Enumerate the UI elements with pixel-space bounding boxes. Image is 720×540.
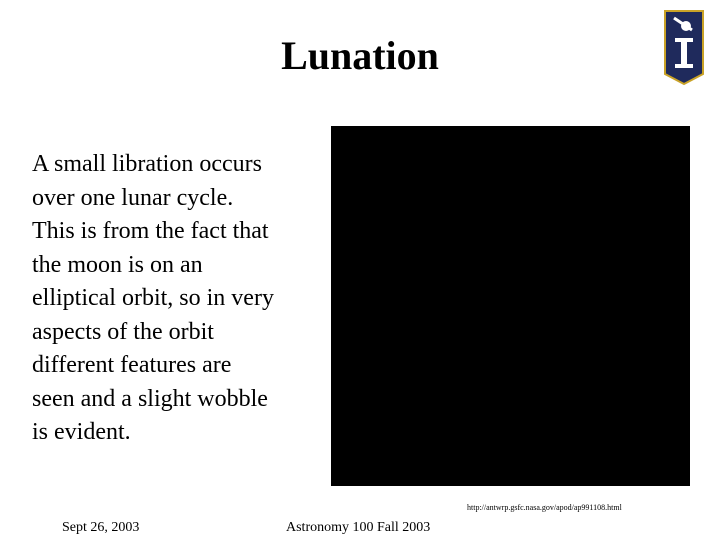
body-line: A small libration occurs (32, 151, 262, 177)
body-line: is evident. (32, 419, 131, 445)
body-line: This is from the fact that (32, 218, 269, 244)
footer-date: Sept 26, 2003 (62, 520, 140, 535)
body-line: the moon is on an (32, 251, 203, 278)
telescope-crest-icon (662, 8, 706, 86)
slide-title: Lunation (281, 33, 439, 78)
body-line: over one lunar cycle. (32, 184, 234, 211)
body-line: seen and a slight wobble (32, 385, 268, 412)
body-line: aspects of the orbit (32, 318, 214, 345)
image-source-url[interactable]: http://antwrp.gsfc.nasa.gov/apod/ap991108.html (467, 503, 622, 512)
slide-body-text (32, 148, 332, 450)
body-line: different features are (32, 352, 232, 378)
body-line: elliptical orbit, so in very (32, 285, 274, 311)
footer-course: Astronomy 100 Fall 2003 (286, 520, 431, 535)
lunation-animation-image (331, 126, 690, 486)
